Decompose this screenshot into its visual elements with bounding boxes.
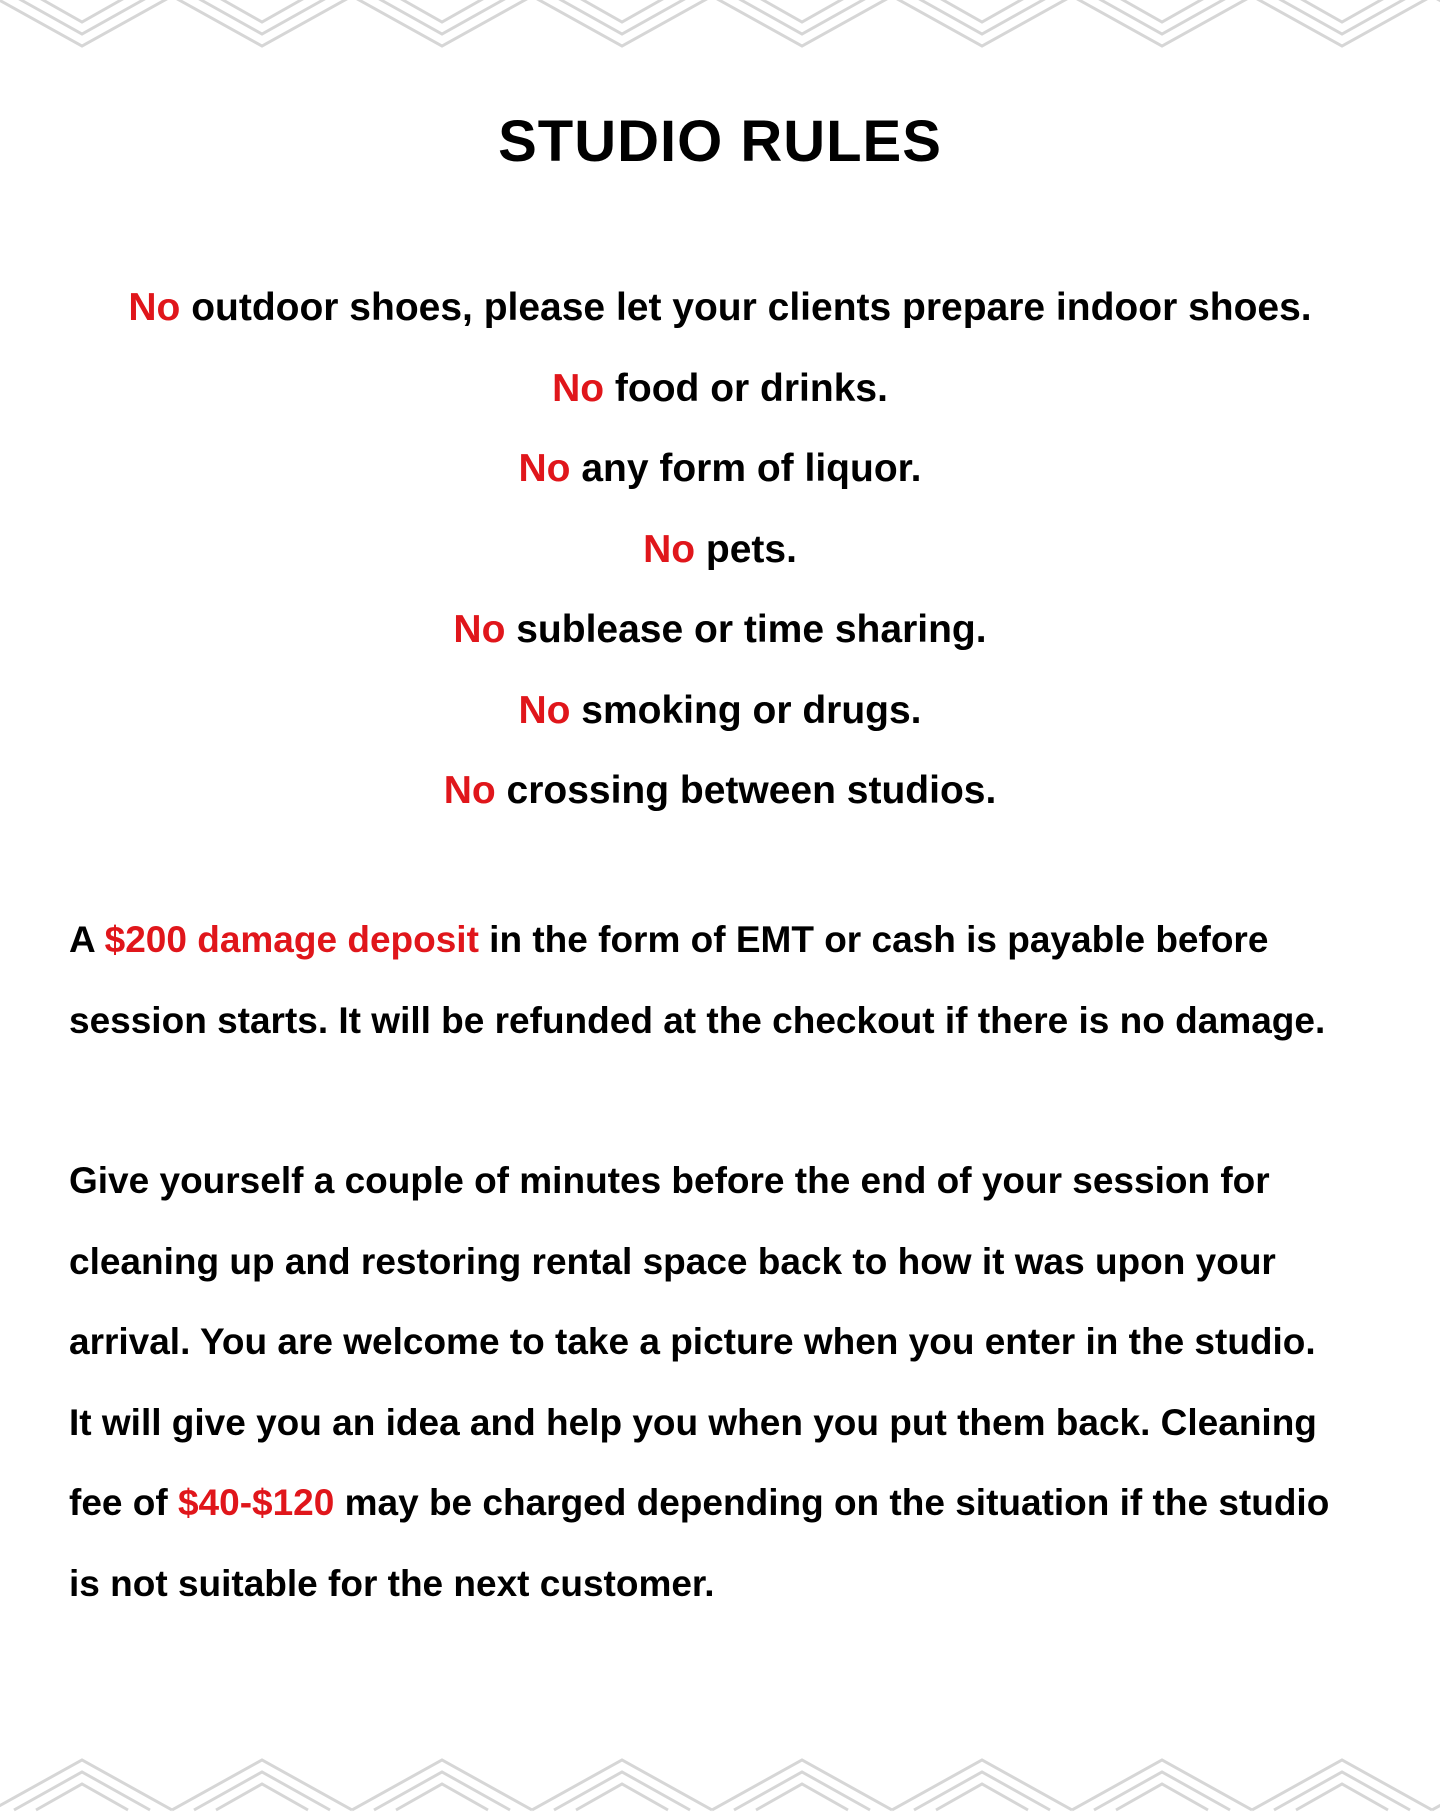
rule-text: crossing between studios. bbox=[495, 769, 997, 812]
bottom-border-pattern bbox=[0, 1752, 1440, 1812]
deposit-paragraph bbox=[69, 900, 1389, 1061]
cleaning-line-5 bbox=[69, 1463, 1389, 1544]
rule-liquor bbox=[0, 429, 1440, 510]
top-border-pattern bbox=[0, 0, 1440, 48]
rule-prefix: No bbox=[443, 769, 496, 812]
rule-food-drinks bbox=[0, 349, 1440, 430]
rule-prefix: No bbox=[552, 366, 605, 410]
rule-outdoor-shoes bbox=[0, 268, 1440, 349]
rule-crossing-studios bbox=[0, 751, 1440, 832]
cleaning-line5-rest: may be charged depending on the situation if the studio bbox=[334, 1482, 1330, 1523]
deposit-line-2: session starts. It will be refunded at the checkout if there is no damage. bbox=[69, 999, 1326, 1041]
rule-text: smoking or drugs. bbox=[570, 688, 922, 732]
cleaning-line-1: Give yourself a couple of minutes before the end of your session for bbox=[69, 1160, 1270, 1201]
rule-prefix: No bbox=[128, 286, 181, 329]
rule-text: pets. bbox=[695, 527, 797, 571]
cleaning-fee-amount: $40-$120 bbox=[177, 1482, 335, 1523]
rule-smoking bbox=[0, 671, 1440, 752]
rule-text: sublease or time sharing. bbox=[505, 608, 987, 651]
cleaning-line-6: is not suitable for the next customer. bbox=[69, 1562, 715, 1604]
rule-pets bbox=[0, 510, 1440, 591]
rule-sublease bbox=[0, 590, 1440, 671]
chevron-pattern-icon bbox=[0, 0, 1440, 48]
cleaning-line-2: cleaning up and restoring rental space back to how it was upon your bbox=[69, 1240, 1276, 1282]
cleaning-paragraph bbox=[69, 1141, 1389, 1624]
rule-prefix: No bbox=[453, 608, 506, 651]
cleaning-fee-lead: fee of bbox=[69, 1482, 178, 1523]
cleaning-line-3: arrival. You are welcome to take a picture when you enter in the studio. bbox=[69, 1321, 1316, 1362]
rule-text: food or drinks. bbox=[604, 366, 888, 410]
deposit-lead: A bbox=[69, 919, 105, 960]
deposit-line-1 bbox=[69, 900, 1389, 981]
rule-prefix: No bbox=[518, 447, 571, 490]
deposit-amount: $200 damage deposit bbox=[104, 919, 479, 960]
deposit-line1-rest: in the form of EMT or cash is payable before bbox=[478, 919, 1269, 960]
rules-list bbox=[0, 268, 1440, 832]
rule-prefix: No bbox=[643, 527, 696, 571]
chevron-pattern-icon bbox=[0, 1752, 1440, 1812]
cleaning-line-4: It will give you an idea and help you when you put them back. Cleaning bbox=[69, 1401, 1317, 1443]
rule-prefix: No bbox=[518, 688, 571, 732]
page-title: STUDIO RULES bbox=[498, 109, 942, 174]
rule-text: outdoor shoes, please let your clients prepare indoor shoes. bbox=[180, 286, 1312, 329]
rule-text: any form of liquor. bbox=[570, 447, 922, 490]
